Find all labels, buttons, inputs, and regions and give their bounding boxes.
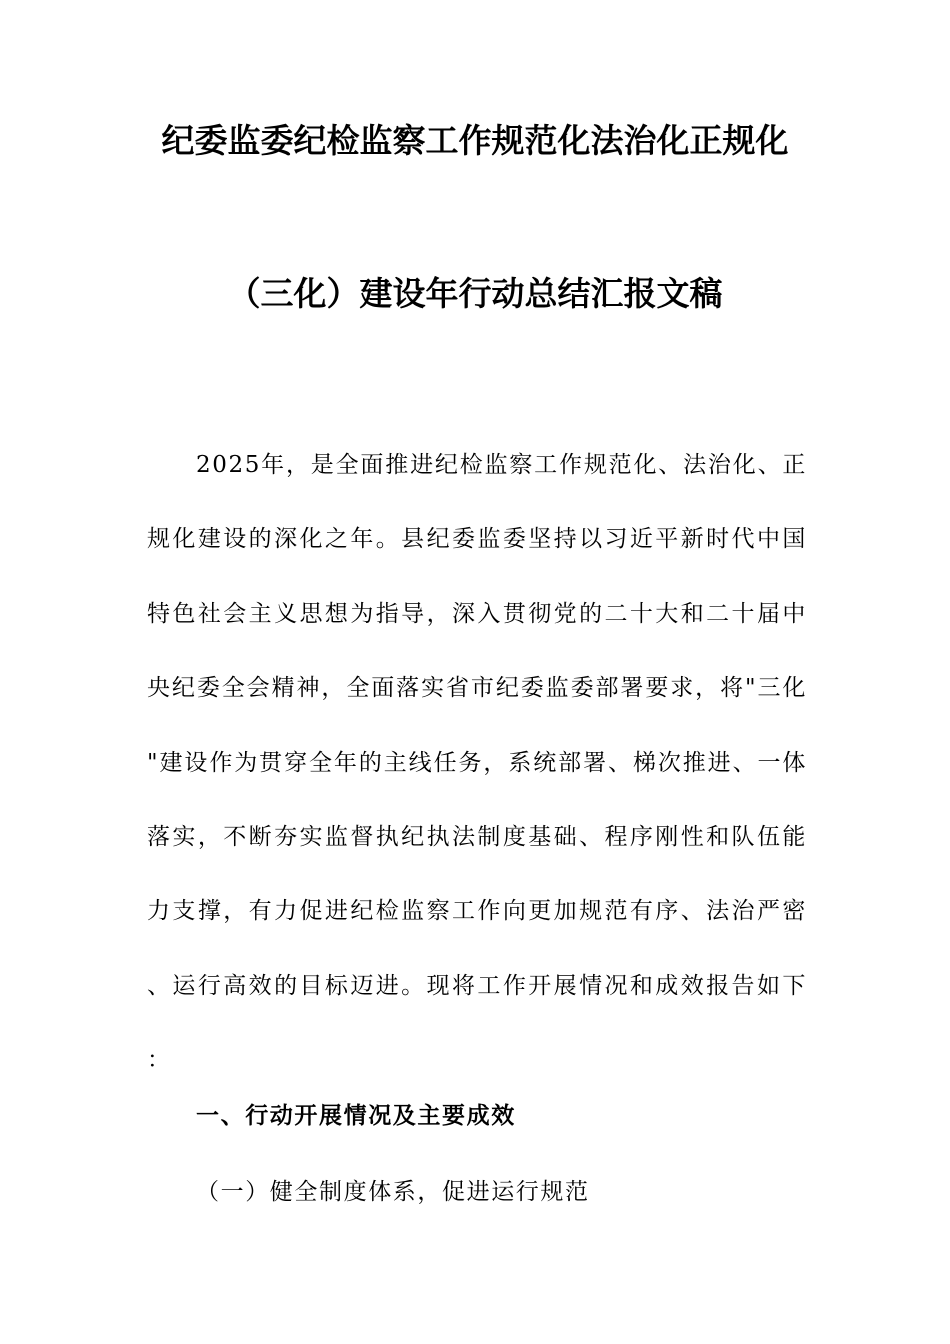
document-title-line-2: （三化）建设年行动总结汇报文稿 bbox=[227, 274, 723, 313]
document-title-line-1: 纪委监委纪检监察工作规范化法治化正规化 bbox=[161, 121, 789, 160]
subsection-heading-1: （一）健全制度体系，促进运行规范 bbox=[196, 1179, 590, 1205]
section-heading-1: 一、行动开展情况及主要成效 bbox=[196, 1103, 516, 1129]
intro-paragraph: 2025年，是全面推进纪检监察工作规范化、法治化、正规化建设的深化之年。县纪委监委坚持以习近平新时代中国特色社会主义思想为指导，深入贯彻党的二十大和二十届中央纪委全会精神，全面落实省市纪委监委部署要求，将"三化"建设作为贯穿全年的主线任务，系统部署、梯次推进、一体落实，不断夯实监督执纪执法制度基础、程序刚性和队伍能力支撑，有力促进纪检监察工作向更加规范有序、法治严密、运行高效的目标迈进。现将工作开展情况和成效报告如下： bbox=[147, 452, 807, 1074]
